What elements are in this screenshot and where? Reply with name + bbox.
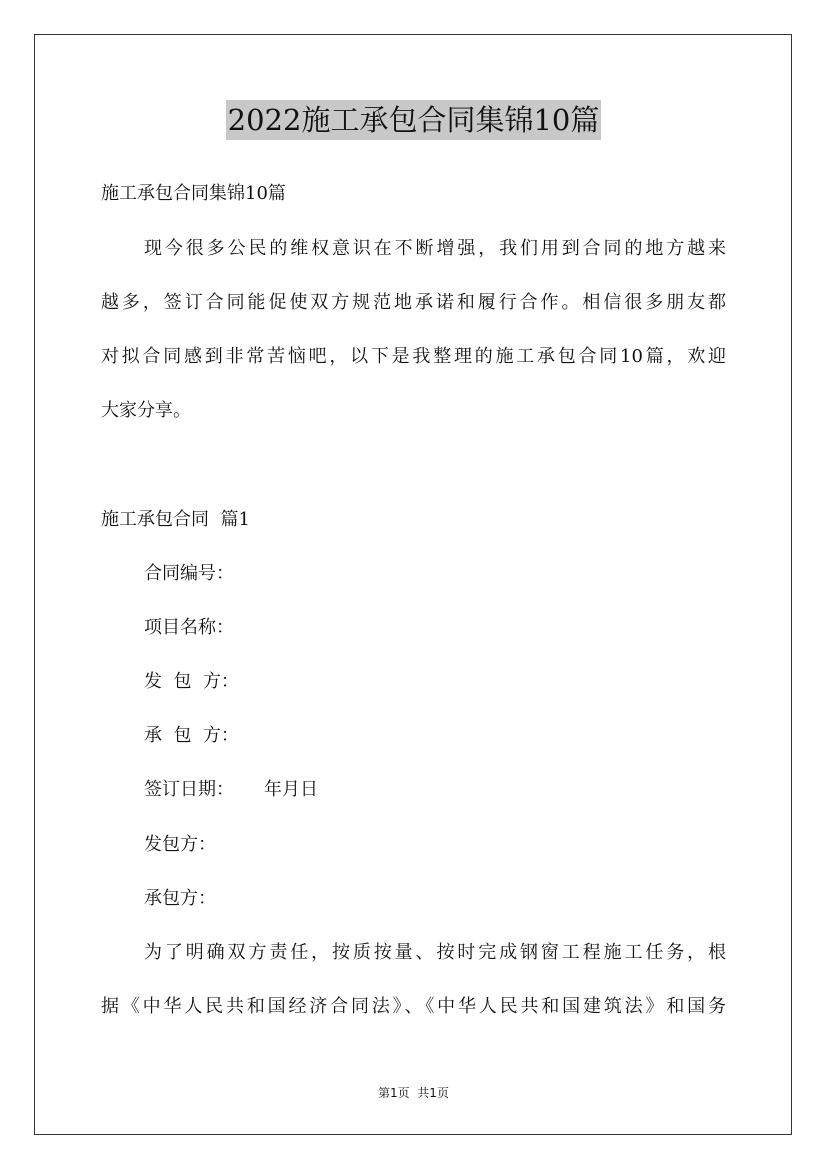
contractor-label: 承 包 方： bbox=[144, 725, 239, 746]
sign-date-row bbox=[144, 777, 318, 803]
intro-line-1: 现今很多公民的维权意识在不断增强，我们用到合同的地方越来 bbox=[144, 238, 726, 259]
page-footer: 第1页 共1页 bbox=[378, 1086, 449, 1100]
contract-number-label: 合同编号： bbox=[144, 563, 234, 584]
body-line-1: 为了明确双方责任，按质按量、按时完成钢窗工程施工任务，根 bbox=[144, 942, 726, 963]
document-subtitle: 施工承包合同集锦10篇 bbox=[101, 183, 286, 204]
sign-date-value: 年月日 bbox=[264, 779, 318, 800]
contractor-short-label: 承包方： bbox=[144, 888, 216, 909]
intro-line-3: 对拟合同感到非常苦恼吧，以下是我整理的施工承包合同10篇，欢迎 bbox=[101, 346, 726, 367]
document-title-text: 2022施工承包合同集锦10篇 bbox=[226, 100, 602, 140]
document-title bbox=[0, 100, 827, 140]
issuer-short-label: 发包方： bbox=[144, 834, 216, 855]
issuer-label: 发 包 方： bbox=[144, 671, 239, 692]
intro-line-4: 大家分享。 bbox=[101, 400, 191, 421]
intro-line-2: 越多，签订合同能促使双方规范地承诺和履行合作。相信很多朋友都 bbox=[101, 292, 726, 313]
section-heading: 施工承包合同 篇1 bbox=[101, 509, 250, 530]
project-name-label: 项目名称： bbox=[144, 617, 234, 638]
sign-date-label: 签订日期： bbox=[144, 779, 234, 800]
body-line-2: 据《中华人民共和国经济合同法》、《中华人民共和国建筑法》和国务 bbox=[101, 996, 726, 1017]
